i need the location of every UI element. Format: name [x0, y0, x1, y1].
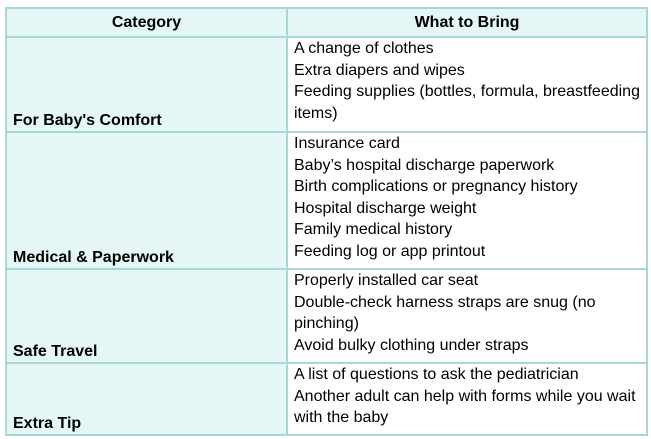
list-item: Avoid bulky clothing under straps [294, 336, 529, 354]
table-row-safe-travel [6, 269, 647, 363]
list-item: Feeding supplies (bottles, formula, breastfeeding items) [294, 83, 640, 122]
items-cell [287, 37, 647, 132]
column-header-what-to-bring: What to Bring [287, 8, 647, 37]
table-row-extra-tip [6, 363, 647, 435]
list-item: Birth complications or pregnancy history [294, 178, 578, 195]
category-cell: For Baby's Comfort [6, 37, 287, 132]
list-item: Properly installed car seat [294, 272, 479, 289]
list-item: A list of questions to ask the pediatrician [294, 366, 579, 383]
items-cell [287, 269, 647, 363]
list-item: Baby’s hospital discharge paperwork [294, 156, 555, 174]
list-item: Another adult can help with forms while you wait with the baby [294, 387, 636, 426]
list-item: Extra diapers and wipes [294, 61, 465, 79]
list-item: Hospital discharge weight [294, 199, 477, 217]
category-cell: Extra Tip [6, 363, 287, 435]
table-row-baby-comfort [6, 37, 647, 132]
list-item: Feeding log or app printout [294, 242, 486, 260]
what-to-bring-table [5, 7, 648, 436]
items-cell [287, 363, 647, 435]
category-cell: Medical & Paperwork [6, 132, 287, 269]
list-item: Insurance card [294, 135, 400, 152]
header-row [6, 8, 647, 37]
list-item: Family medical history [294, 221, 453, 238]
category-cell: Safe Travel [6, 269, 287, 363]
items-cell [287, 132, 647, 269]
table-row-medical-paperwork [6, 132, 647, 269]
list-item: A change of clothes [294, 40, 434, 57]
column-header-category: Category [6, 8, 287, 37]
list-item: Double-check harness straps are snug (no pinching) [294, 293, 596, 332]
